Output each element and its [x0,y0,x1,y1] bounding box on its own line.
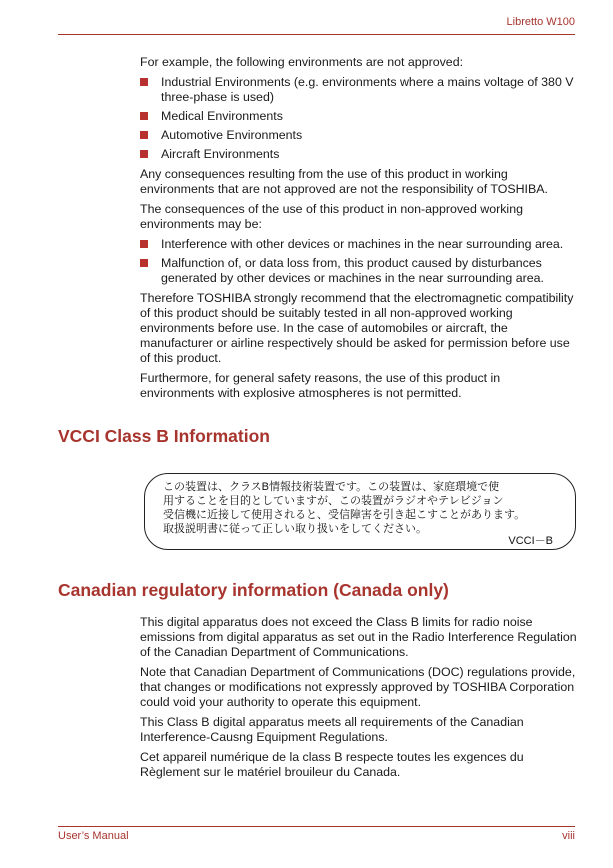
square-bullet-icon [140,131,148,139]
header-rule [58,34,575,35]
paragraph: Note that Canadian Department of Communications (DOC) regulations provide, that changes or modifications not expressly approved by TOSHIBA Corporation could void your authority to operate this equipment. [140,665,576,709]
square-bullet-icon [140,78,148,86]
vcci-notice-box [144,473,576,550]
square-bullet-icon [140,259,148,267]
vcci-class-mark: VCCI－B [508,535,553,547]
vcci-line: 用することを目的としていますが、この装置がラジオやテレビジョン [163,495,504,507]
list-item: Medical Environments [140,109,578,124]
paragraph: The consequences of the use of this product in non-approved working environments may be: [140,202,523,231]
paragraph: Therefore TOSHIBA strongly recommend that the electromagnetic compatibility of this product should be suitably tested in all non-approved working environments before use. In the case of automobiles or aircraft, the manufacturer or airline respectively should be asked for permission before use of this product. [140,291,574,365]
page-number: viii [562,830,575,842]
square-bullet-icon [140,150,148,158]
paragraph: This Class B digital apparatus meets all requirements of the Canadian Interference-Causng Equipment Regulations. [140,715,524,744]
vcci-heading: VCCI Class B Information [58,426,270,446]
list-item: Malfunction of, or data loss from, this product caused by disturbances generated by other devices or machines in the near surrounding area. [140,256,578,286]
list-item: Automotive Environments [140,128,578,143]
section-environments [140,55,578,406]
canada-heading: Canadian regulatory information (Canada only) [58,580,449,600]
environment-list [140,75,578,162]
list-item: Interference with other devices or machines in the near surrounding area. [140,237,578,252]
footer-rule [58,826,575,827]
vcci-line: この装置は、クラスB情報技術装置です。この装置は、家庭環境で使 [163,481,500,493]
paragraph: This digital apparatus does not exceed the Class B limits for radio noise emissions from digital apparatus as set out in the Radio Interference Regulation of the Canadian Department of Communications. [140,615,577,659]
list-item: Industrial Environments (e.g. environments where a mains voltage of 380 V three-phase is used) [140,75,578,105]
running-header: Libretto W100 [506,16,575,28]
list-item: Aircraft Environments [140,147,578,162]
paragraph: Furthermore, for general safety reasons, the use of this product in environments with explosive atmospheres is not permitted. [140,371,501,400]
vcci-line: 取扱説明書に従って正しい取り扱いをしてください。 [163,523,427,535]
intro-paragraph: For example, the following environments are not approved: [140,55,464,69]
square-bullet-icon [140,112,148,120]
vcci-line: 受信機に近接して使用されると、受信障害を引き起こすことがあります。 [163,509,526,521]
section-canada [140,615,578,785]
footer-manual-title: User’s Manual [58,830,129,842]
square-bullet-icon [140,240,148,248]
paragraph: Any consequences resulting from the use of this product in working environments that are not approved are not the responsibility of TOSHIBA. [140,167,548,196]
paragraph: Cet appareil numérique de la class B respecte toutes les exgences du Règlement sur le matériel brouileur du Canada. [140,750,524,779]
consequence-list [140,237,578,286]
